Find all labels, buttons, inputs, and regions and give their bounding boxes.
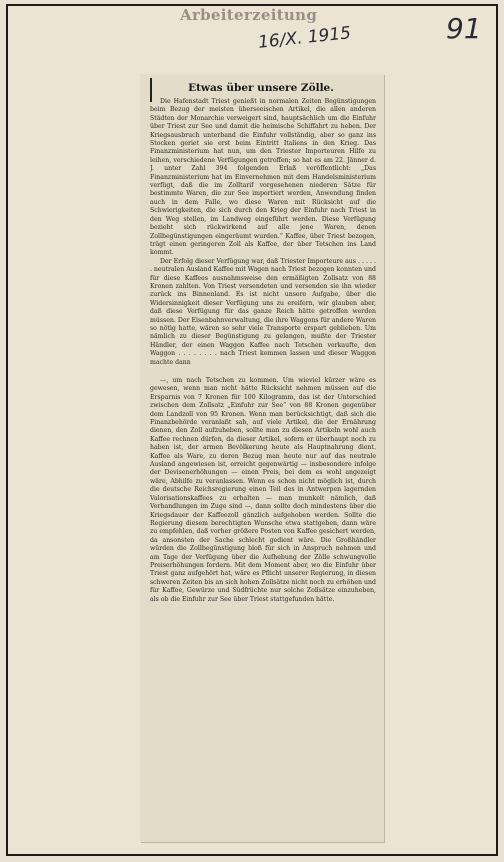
article-headline: Etwas über unsere Zölle. [188, 82, 334, 94]
newspaper-masthead: Arbeiterzeitung [180, 6, 318, 24]
article-paragraph-2: Der Erfolg dieser Verfügung war, daß Triester Importeure aus . . . . . . neutralen Ausland Kaffee mit Wagen nach Triest bezogen konnten und für diese Kaffees ausnahmsweise den ermäßigten Zollsatz von 88 Kronen zahlten. Von Triest versendeten und versenden sie ihn wieder zurück ins Binnenland. Es ist nicht unsere Aufgabe, über die Widersinnigkeit dieser Verfügung uns zu ereifern, wir glauben aber, daß diese Verfügung für das ganze Reich hätte getroffen werden müssen. Der Eisenbahnverwaltung, die ihre Waggons für andere Waren so nötig hatte, wären so sehr viele Transporte erspart geblieben. Um nämlich zu dieser Begünstigung zu gelangen, mußte der Triester Händler, der einen Waggon Kaffee nach Tetschen verkaufte, den Waggon . . . . . . . . nach Triest kommen lassen und dieser Waggon machte dann [150, 257, 376, 366]
handwritten-date: 16/X. 1915 [257, 23, 352, 53]
article-body [150, 98, 376, 834]
folio-number: 91 [446, 12, 482, 45]
article-paragraph-3: —, um nach Tetschen zu kommen. Um wieviel kürzer wäre es gewesen, wenn man nicht hätte Rücksicht nehmen müssen auf die Ersparnis von 7 Kronen für 100 Kilogramm, das ist der Unterschied zwischen dem Zollsatz „Einfuhr zur See“ von 88 Kronen gegenüber dem Landzoll von 95 Kronen. Wenn man berücksichtigt, daß sich die Finanzbehörde veranlaßt sah, auf viele Artikel, die der Ernährung dienen, den Zoll aufzuheben, sollte man zu diesen Artikeln wohl auch Kaffee rechnen dürfen, da dieser Artikel, sofern er überhaupt noch zu haben ist, der armen Bevölkerung heute als Hauptnahrung dient. Kaffee als Ware, zu deren Bezug man heute nur auf das neutrale Ausland angewiesen ist, erreicht gegenwärtig — insbesondere infolge der Devisenerhöhungen — einen Preis, bei dem es wohl angezeigt wäre, Abhilfe zu veranlassen. Wenn es schon nicht möglich ist, durch die deutsche Reichsregierung einen Teil des in Antwerpen lagernden Valorisationskaffees zu erhalten — man munkelt nämlich, daß Verhandlungen im Zuge sind —, dann sollte doch mindestens über die Kriegsdauer der Kaffeezoll gänzlich aufgehoben werden. Sollte die Regierung diesem berechtigten Wunsche etwa stattgeben, dann wäre zu empfehlen, daß vorher größere Posten von Kaffee gesichert werden, da ansonsten der Sache schlecht gedient wäre. Die Großhändler würden die Zollbegünstigung bloß für sich in Anspruch nehmen und am Tage der Verfügung über die Aufhebung der Zölle schwungvolle Preiserhöhungen fordern. Mit dem Moment aber, wo die Einfuhr über Triest ganz aufgehört hat, wäre es Pflicht unserer Regierung, in diesen schweren Zeiten bis an sich hohen Zollsätze nicht noch zu erhöhen und für Kaffee, Gewürze und Südfrüchte nur solche Zollsätze einzuheben, als ob die Einfuhr zur See über Triest stattgefunden hätte. [150, 377, 376, 603]
blank-gap [150, 367, 376, 377]
article-paragraph-1: Die Hafenstadt Triest genießt in normalen Zeiten Begünstigungen beim Bezug der meisten überseeischen Artikel, die allen anderen Städten der Monarchie verweigert sind, hauptsächlich um die Einfuhr über Triest zur See und damit die heimische Schiffahrt zu heben. Der Kriegsausbruch unterband die Einfuhr vollständig, aber so ganz ins Stocken geriet sie erst beim Eintritt Italiens in den Krieg. Das Finanzministerium hat nun, um den Triester Importeuren Hilfe zu leihen, verschiedene Verfügungen getroffen; so hat es am 22. Jänner d. J. unter Zahl 394 folgenden Erlaß veröffentlicht: „Das Finanzministerium hat im Einvernehmen mit dem Handelsministerium verfügt, daß die im Zolltarif vorgesehenen niederen Sätze für bestimmte Waren, die zur See importiert werden, Anwendung finden auch in dem Falle, wo diese Waren mit Rücksicht auf die Schwierigkeiten, die sich durch den Krieg der Einfuhr nach Triest in den Weg stellen, im Landweg eingeführt werden. Diese Verfügung bezieht sich rückwirkend auf alle jene Waren, denen Zollbegünstigungen eingeräumt wurden.“ Kaffee, über Triest bezogen, trägt einen geringeren Zoll als Kaffee, der über Tetschen ins Land kommt. [150, 98, 376, 257]
